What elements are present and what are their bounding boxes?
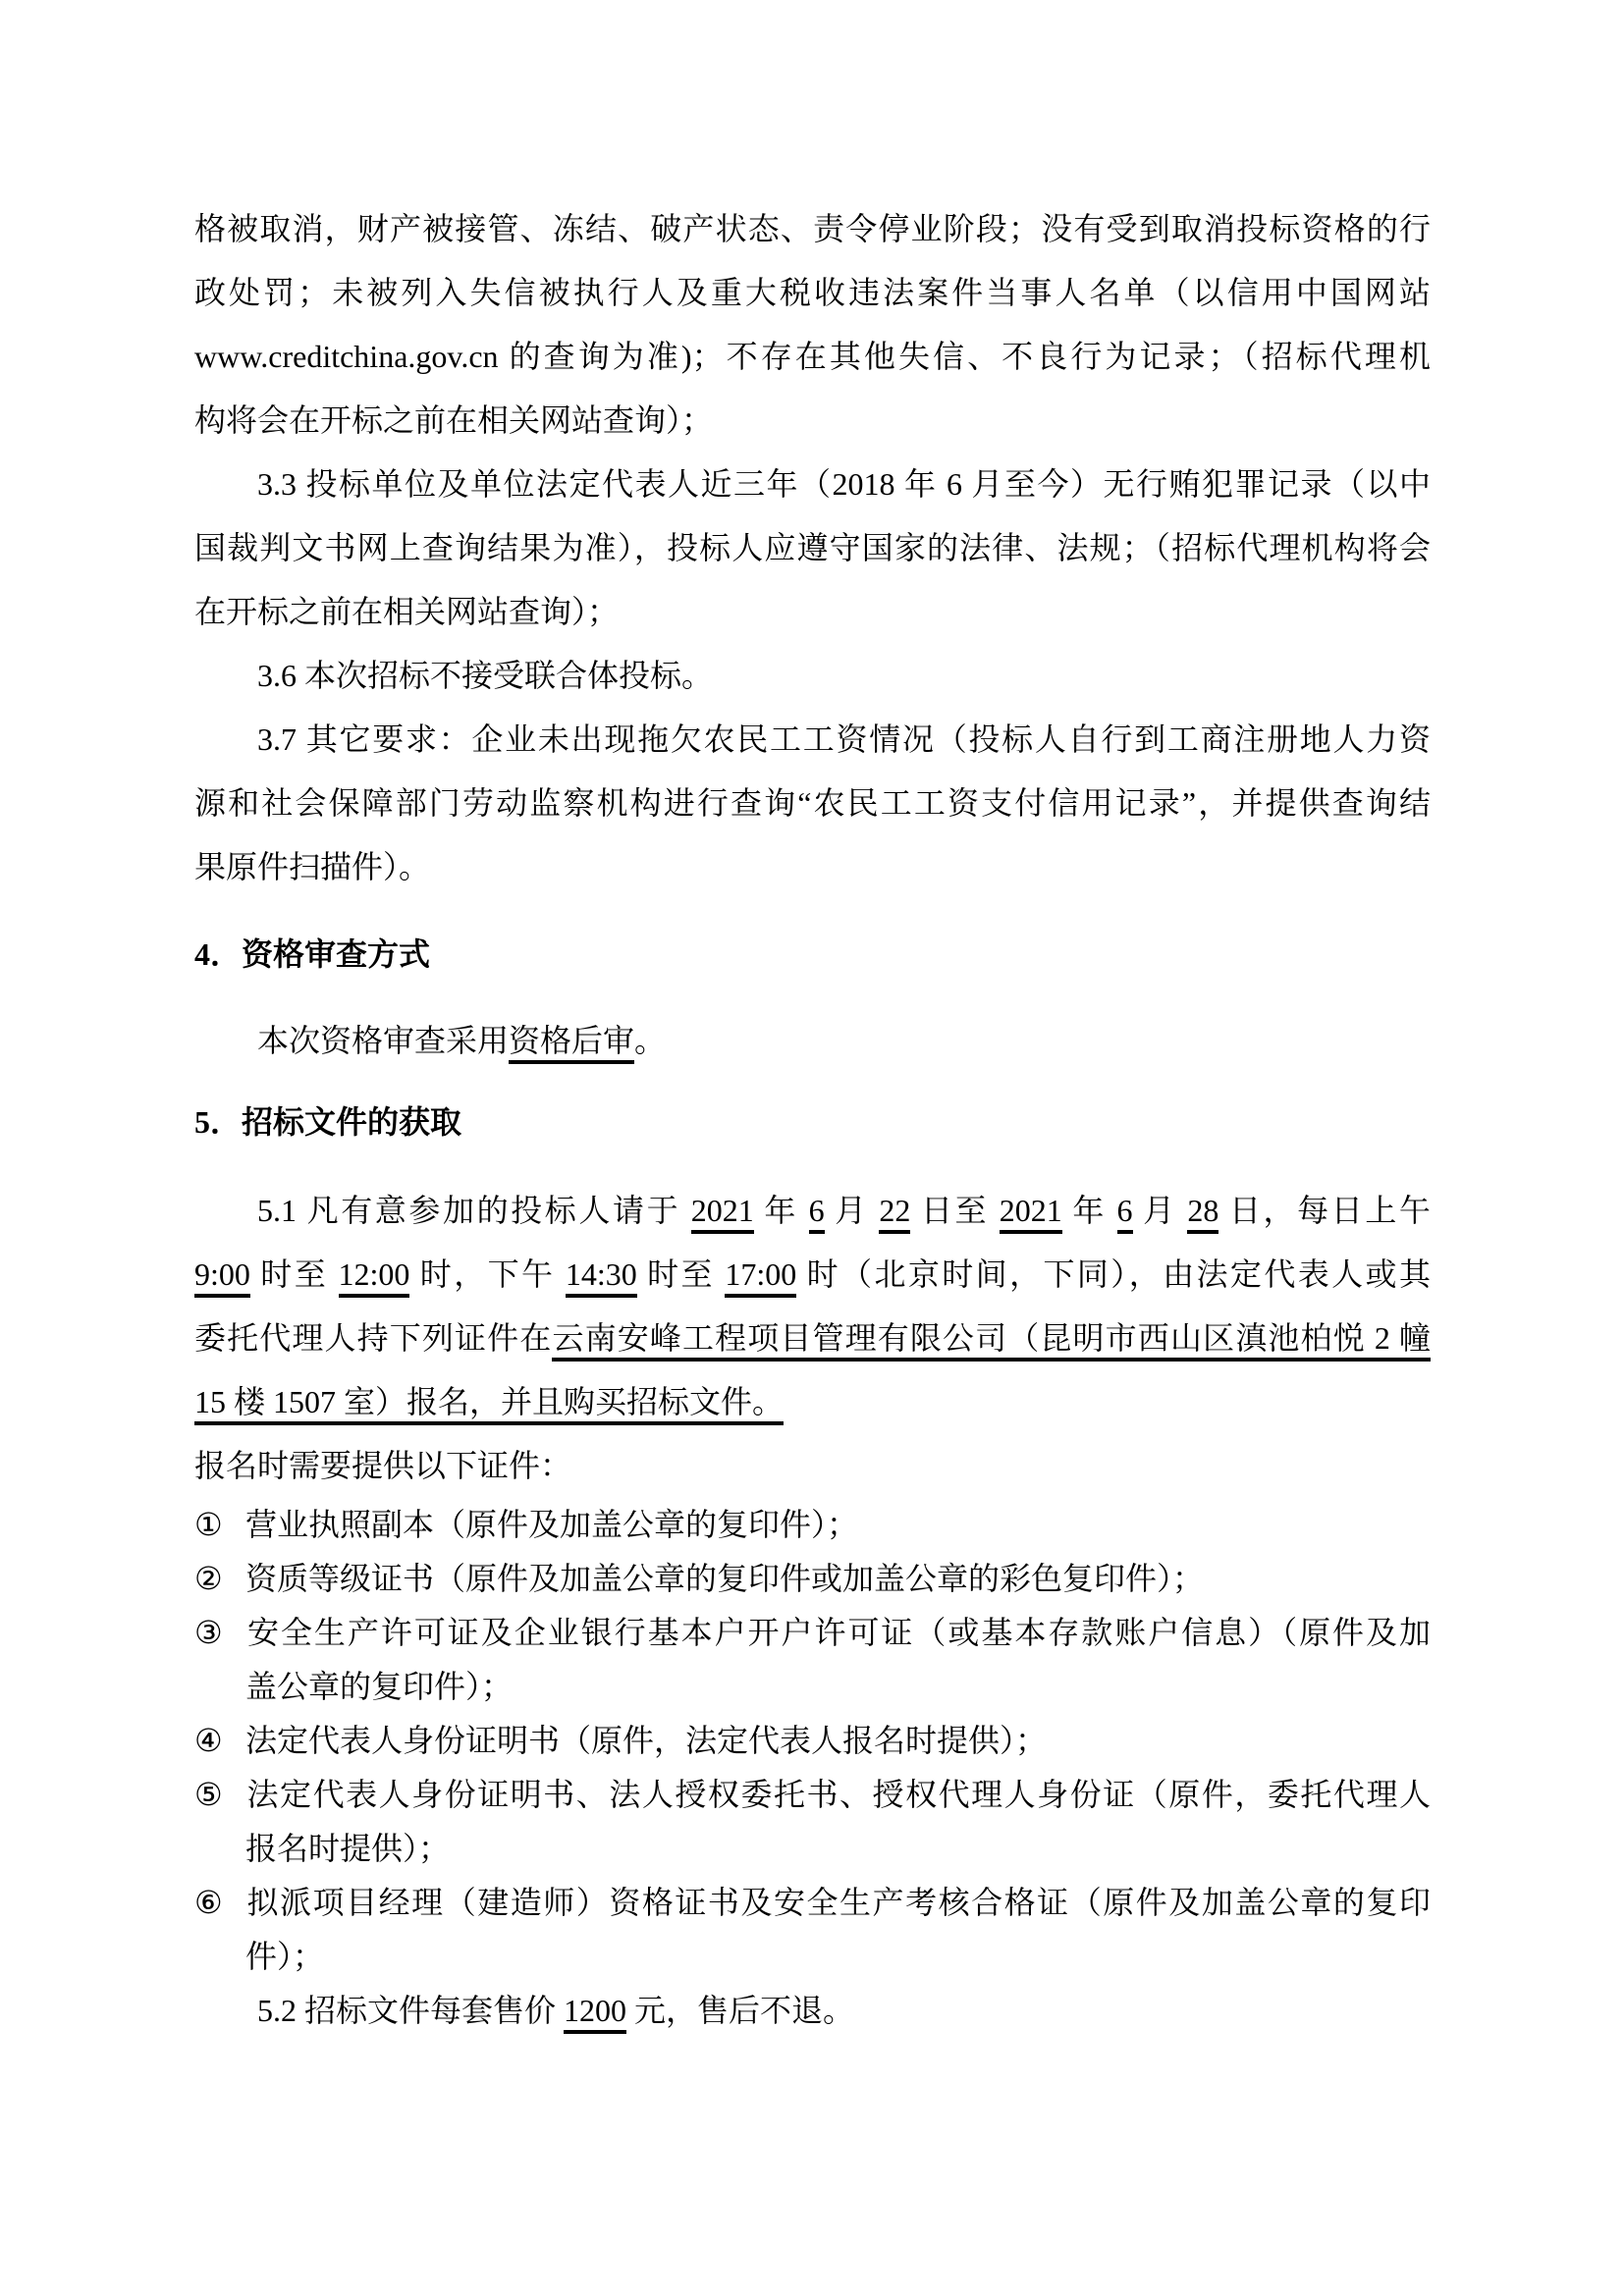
underlined-text: 云南安峰工程项目管理有限公司（昆明市西山区滇池柏悦 2 幢 [552, 1320, 1431, 1362]
text-line [194, 1243, 1431, 1307]
text-segment: 法定代表人身份证明书（原件，法定代表人报名时提供）； [245, 1723, 1048, 1758]
text-line [194, 1822, 1431, 1876]
text-line [194, 772, 1431, 835]
text-segment: 法定代表人身份证明书、法人授权委托书、授权代理人身份证（原件，委托代理人 [245, 1777, 1431, 1812]
text-segment: 时至 [636, 1256, 726, 1292]
para-qualification-continued [194, 197, 1431, 453]
underlined-text: 14:30 [566, 1256, 637, 1298]
underlined-text: 6 [1117, 1193, 1133, 1234]
text-line [194, 1876, 1431, 1930]
list-item-1 [194, 1498, 1431, 1552]
text-segment: 年 [1061, 1193, 1117, 1228]
para-3-6 [194, 644, 1431, 708]
text-segment: 报名时提供）； [245, 1831, 451, 1866]
para-documents-intro [194, 1434, 1431, 1498]
text-segment: 时至 [249, 1256, 339, 1292]
text-segment: 。 [634, 1023, 667, 1058]
text-line [194, 261, 1431, 325]
text-segment: 政处罚；未被列入失信被执行人及重大税收违法案件当事人名单（以信用中国网站 [194, 275, 1431, 310]
text-line [194, 1307, 1431, 1370]
text-segment: 3.7 其它要求：企业未出现拖欠农民工工资情况（投标人自行到工商注册地人力资 [257, 721, 1431, 757]
text-line [194, 325, 1431, 389]
text-segment: 年 [753, 1193, 809, 1228]
text-segment: 日至 [910, 1193, 1000, 1228]
text-segment: 3.3 投标单位及单位法定代表人近三年（2018 年 6 月至今）无行贿犯罪记录（以中 [257, 466, 1431, 502]
text-segment: 件）； [245, 1939, 325, 1974]
text-line [194, 1091, 1431, 1154]
text-line [194, 1370, 1431, 1434]
list-item-3 [194, 1606, 1431, 1714]
heading-5 [194, 1091, 1431, 1154]
text-segment: 果原件扫描件）。 [194, 849, 431, 884]
underlined-text: 22 [879, 1193, 910, 1234]
underlined-text: 15 楼 1507 室）报名，并且购买招标文件。 [194, 1384, 784, 1425]
text-segment: 本次资格审查采用 [257, 1023, 510, 1058]
text-segment: 在开标之前在相关网站查询）； [194, 594, 620, 629]
text-segment: 5.2 招标文件每套售价 [257, 1993, 565, 2028]
text-line [194, 1498, 1431, 1552]
text-line [194, 1984, 1431, 2038]
text-line [194, 923, 1431, 987]
text-segment: 元，售后不退。 [626, 1993, 855, 2028]
para-5-2 [194, 1984, 1431, 2038]
text-line [194, 708, 1431, 772]
para-3-7 [194, 708, 1431, 899]
text-segment: 盖公章的复印件）； [245, 1669, 514, 1704]
underlined-text: 2021 [1000, 1193, 1062, 1234]
list-item-5 [194, 1768, 1431, 1876]
text-line [194, 453, 1431, 516]
text-line [194, 1009, 1431, 1073]
underlined-text: 9:00 [194, 1256, 250, 1298]
heading-4 [194, 923, 1431, 987]
text-segment: 营业执照副本（原件及加盖公章的复印件）； [245, 1507, 859, 1542]
text-segment: 月 [824, 1193, 880, 1228]
text-line [194, 1660, 1431, 1714]
text-line [194, 835, 1431, 899]
underlined-text: 2021 [691, 1193, 754, 1234]
text-segment: 拟派项目经理（建造师）资格证书及安全生产考核合格证（原件及加盖公章的复印 [245, 1885, 1431, 1920]
list-marker: ⑤ [194, 1777, 223, 1812]
text-line [194, 516, 1431, 580]
text-line [194, 1930, 1431, 1984]
text-line [194, 1714, 1431, 1768]
text-segment: www.creditchina.gov.cn 的查询为准)；不存在其他失信、不良行为记录；（招标代理机 [194, 339, 1431, 374]
text-segment: 安全生产许可证及企业银行基本户开户许可证（或基本存款账户信息）（原件及加 [245, 1615, 1431, 1650]
text-line [194, 1179, 1431, 1243]
para-3-3 [194, 453, 1431, 644]
para-5-1 [194, 1179, 1431, 1434]
underlined-text: 6 [809, 1193, 825, 1234]
list-item-4 [194, 1714, 1431, 1768]
text-segment: 报名时需要提供以下证件： [194, 1448, 572, 1483]
list-marker: ⑥ [194, 1885, 223, 1920]
list-item-6 [194, 1876, 1431, 1984]
list-item-2 [194, 1552, 1431, 1606]
text-segment: 5.1 凡有意参加的投标人请于 [257, 1193, 691, 1228]
text-segment: 格被取消，财产被接管、冻结、破产状态、责令停业阶段；没有受到取消投标资格的行 [194, 211, 1431, 246]
text-line [194, 1606, 1431, 1660]
text-segment: 构将会在开标之前在相关网站查询）； [194, 402, 714, 438]
list-marker: ① [194, 1507, 223, 1542]
list-marker: ④ [194, 1723, 223, 1758]
text-segment: 时，下午 [409, 1256, 566, 1292]
text-segment: 国裁判文书网上查询结果为准），投标人应遵守国家的法律、法规；（招标代理机构将会 [194, 530, 1431, 565]
text-segment: 3.6 本次招标不接受联合体投标。 [257, 658, 714, 693]
underlined-text: 12:00 [339, 1256, 410, 1298]
text-line [194, 580, 1431, 644]
text-segment: 月 [1132, 1193, 1188, 1228]
text-segment: 资质等级证书（原件及加盖公章的复印件或加盖公章的彩色复印件）； [245, 1561, 1205, 1596]
list-marker: ③ [194, 1615, 223, 1650]
text-segment: 时（北京时间，下同），由法定代表人或其 [796, 1256, 1431, 1292]
list-marker: ② [194, 1561, 223, 1596]
underlined-text: 资格后审 [509, 1023, 634, 1064]
text-segment: 日，每日上午 [1218, 1193, 1431, 1228]
para-4-body [194, 1009, 1431, 1073]
text-segment: 委托代理人持下列证件在 [194, 1320, 553, 1356]
text-line [194, 1434, 1431, 1498]
text-line [194, 1768, 1431, 1822]
text-line [194, 389, 1431, 453]
underlined-text: 17:00 [725, 1256, 796, 1298]
text-segment: 4．资格审查方式 [194, 936, 431, 972]
text-line [194, 644, 1431, 708]
underlined-text: 28 [1187, 1193, 1218, 1234]
underlined-text: 1200 [564, 1993, 626, 2034]
text-segment: 源和社会保障部门劳动监察机构进行查询“农民工工资支付信用记录”，并提供查询结 [194, 785, 1431, 821]
text-line [194, 1552, 1431, 1606]
text-line [194, 197, 1431, 261]
text-segment: 5．招标文件的获取 [194, 1104, 462, 1140]
